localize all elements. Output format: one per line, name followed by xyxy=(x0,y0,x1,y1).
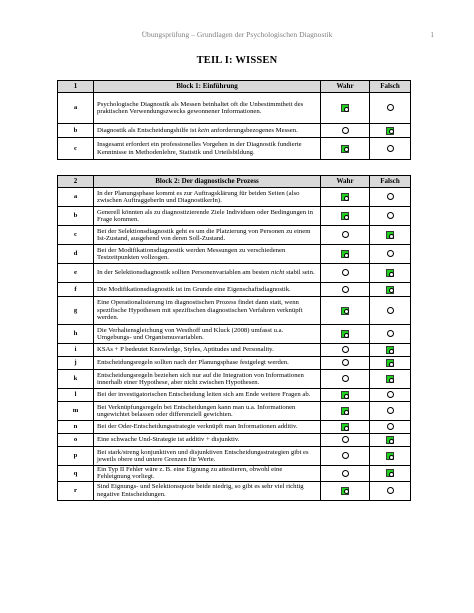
answer-cell-falsch xyxy=(370,370,411,389)
answer-cell-falsch xyxy=(370,283,411,297)
question-row xyxy=(58,188,411,207)
radio-wahr-selected[interactable] xyxy=(341,193,349,201)
statement-text-before: In der Selektionsdiagnostik sollten Personenvariablen am besten xyxy=(97,269,272,277)
answer-cell-wahr xyxy=(321,188,370,207)
answer-cell-falsch xyxy=(370,481,411,500)
question-statement: In der Planungsphase kommt es zur Auftragsklärung für beiden Seiten (also zwischen AuftraggeberIn und DiagnostikerIn). xyxy=(94,188,321,207)
block-title: Block 1: Einführung xyxy=(94,81,321,93)
question-letter: e xyxy=(58,264,94,283)
question-statement: Bei stark/streng konjunktiven und disjunktiven Entscheidungsstrategien gibt es jeweils obere und untere Grenzen für Werte. xyxy=(94,447,321,466)
radio-falsch[interactable] xyxy=(387,423,394,430)
answer-cell-falsch xyxy=(370,124,411,138)
radio-wahr-selected[interactable] xyxy=(341,487,349,495)
radio-wahr-selected[interactable] xyxy=(341,423,349,431)
statement-emphasis: kein xyxy=(198,126,210,134)
radio-wahr[interactable] xyxy=(342,470,349,477)
radio-wahr[interactable] xyxy=(342,231,349,238)
question-statement: Generell könnten als zu diagnostizierende Ziele Individuen oder Bedingungen in Frage kommen. xyxy=(94,207,321,226)
question-row xyxy=(58,389,411,402)
radio-wahr-selected[interactable] xyxy=(341,330,349,338)
question-statement xyxy=(94,124,321,138)
answer-cell-wahr xyxy=(321,283,370,297)
block-table-2 xyxy=(57,175,411,501)
question-letter: q xyxy=(58,466,94,482)
question-row xyxy=(58,447,411,466)
column-header-wahr: Wahr xyxy=(321,176,370,188)
answer-cell-wahr xyxy=(321,481,370,500)
radio-falsch-selected[interactable] xyxy=(386,359,394,367)
answer-cell-falsch xyxy=(370,402,411,421)
radio-wahr-selected[interactable] xyxy=(341,307,349,315)
block-title: Block 2: Der diagnostische Prozess xyxy=(94,176,321,188)
answer-cell-wahr xyxy=(321,434,370,447)
question-letter: i xyxy=(58,344,94,357)
answer-cell-wahr xyxy=(321,344,370,357)
radio-falsch-selected[interactable] xyxy=(386,436,394,444)
block-header-row xyxy=(58,81,411,93)
question-letter: m xyxy=(58,402,94,421)
radio-falsch[interactable] xyxy=(387,307,394,314)
answer-cell-falsch xyxy=(370,245,411,264)
radio-wahr[interactable] xyxy=(342,452,349,459)
block-number: 2 xyxy=(58,176,94,188)
question-letter: o xyxy=(58,434,94,447)
question-row xyxy=(58,325,411,344)
question-row xyxy=(58,434,411,447)
question-statement: Eine Operationalisierung im diagnostischen Prozess findet dann statt, wenn spezifische Hypothesen mit spezifischen diagnostischen Verfahren verknüpft werden. xyxy=(94,297,321,325)
question-row xyxy=(58,466,411,482)
statement-emphasis: nicht xyxy=(271,269,285,277)
answer-cell-wahr xyxy=(321,370,370,389)
radio-falsch[interactable] xyxy=(387,104,394,111)
answer-cell-falsch xyxy=(370,421,411,434)
radio-wahr[interactable] xyxy=(342,359,349,366)
radio-falsch-selected[interactable] xyxy=(386,231,394,239)
radio-falsch[interactable] xyxy=(387,330,394,337)
question-row xyxy=(58,138,411,160)
answer-cell-falsch xyxy=(370,466,411,482)
page-number: 1 xyxy=(430,30,434,39)
question-row xyxy=(58,207,411,226)
question-row xyxy=(58,481,411,500)
question-row xyxy=(58,297,411,325)
question-row xyxy=(58,124,411,138)
question-row xyxy=(58,421,411,434)
question-letter: a xyxy=(58,93,94,124)
question-letter: r xyxy=(58,481,94,500)
question-statement: Eine schwache Und-Strategie ist additiv + disjunktiv. xyxy=(94,434,321,447)
radio-falsch-selected[interactable] xyxy=(386,469,394,477)
question-statement: Die Modifikationsdiagnostik ist im Grunde eine Eigenschaftsdiagnostik. xyxy=(94,283,321,297)
answer-cell-wahr xyxy=(321,207,370,226)
answer-cell-wahr xyxy=(321,245,370,264)
answer-cell-falsch xyxy=(370,264,411,283)
radio-wahr[interactable] xyxy=(342,269,349,276)
answer-cell-wahr xyxy=(321,297,370,325)
column-header-falsch: Falsch xyxy=(370,81,411,93)
question-row xyxy=(58,370,411,389)
answer-cell-falsch xyxy=(370,226,411,245)
question-letter: h xyxy=(58,325,94,344)
answer-cell-falsch xyxy=(370,297,411,325)
radio-falsch[interactable] xyxy=(387,193,394,200)
answer-cell-falsch xyxy=(370,389,411,402)
answer-cell-wahr xyxy=(321,466,370,482)
answer-cell-wahr xyxy=(321,124,370,138)
question-statement: Bei der Selektionsdiagnostik geht es um die Platzierung von Personen zu einem Ist-Zustand, ausgehend von deren Soll-Zustand. xyxy=(94,226,321,245)
question-statement: Ein Typ II Fehler wäre z. B. eine Eignung zu attestieren, obwohl eine Fehleignung vorliegt. xyxy=(94,466,321,482)
radio-falsch[interactable] xyxy=(387,487,394,494)
question-letter: a xyxy=(58,188,94,207)
question-statement: Bei der investigatorischen Entscheidung leiten sich am Ende weitere Fragen ab. xyxy=(94,389,321,402)
radio-falsch[interactable] xyxy=(387,250,394,257)
question-statement xyxy=(94,264,321,283)
radio-falsch[interactable] xyxy=(387,407,394,414)
radio-falsch-selected[interactable] xyxy=(386,286,394,294)
answer-cell-wahr xyxy=(321,93,370,124)
answer-cell-falsch xyxy=(370,138,411,160)
radio-wahr[interactable] xyxy=(342,286,349,293)
block-number: 1 xyxy=(58,81,94,93)
question-statement: Bei der Oder-Entscheidungsstrategie verknüpft man Informationen additiv. xyxy=(94,421,321,434)
question-statement: KSAs + P bedeutet Knowledge, Styles, Aptitudes und Personality. xyxy=(94,344,321,357)
radio-falsch-selected[interactable] xyxy=(386,269,394,277)
question-statement: Psychologische Diagnostik als Messen beinhaltet oft die Unbestimmtheit des praktischen Verwendungszwecks gewonnener Informationen. xyxy=(94,93,321,124)
statement-text-after: anforderungsbezogenes Messen. xyxy=(209,126,298,134)
question-row xyxy=(58,357,411,370)
answer-cell-falsch xyxy=(370,434,411,447)
radio-falsch[interactable] xyxy=(387,145,394,152)
question-letter: d xyxy=(58,245,94,264)
question-row xyxy=(58,245,411,264)
column-header-wahr: Wahr xyxy=(321,81,370,93)
radio-wahr[interactable] xyxy=(342,346,349,353)
block-header-row xyxy=(58,176,411,188)
question-letter: c xyxy=(58,138,94,160)
question-letter: b xyxy=(58,207,94,226)
column-header-falsch: Falsch xyxy=(370,176,411,188)
question-statement: Entscheidungsregeln sollten nach der Planungsphase festgelegt werden. xyxy=(94,357,321,370)
question-letter: p xyxy=(58,447,94,466)
radio-wahr-selected[interactable] xyxy=(341,145,349,153)
question-row xyxy=(58,283,411,297)
radio-wahr-selected[interactable] xyxy=(341,391,349,399)
answer-cell-wahr xyxy=(321,325,370,344)
question-letter: c xyxy=(58,226,94,245)
answer-cell-falsch xyxy=(370,357,411,370)
radio-falsch-selected[interactable] xyxy=(386,375,394,383)
radio-wahr-selected[interactable] xyxy=(341,250,349,258)
answer-cell-falsch xyxy=(370,344,411,357)
question-letter: b xyxy=(58,124,94,138)
answer-cell-wahr xyxy=(321,226,370,245)
question-statement: Entscheidungsregeln beziehen sich nur auf die Integration von Informationen innerhalb einer Hypothese, aber nicht zwischen Hypothesen. xyxy=(94,370,321,389)
answer-cell-wahr xyxy=(321,138,370,160)
radio-wahr-selected[interactable] xyxy=(341,212,349,220)
radio-falsch[interactable] xyxy=(387,212,394,219)
answer-cell-falsch xyxy=(370,188,411,207)
answer-cell-falsch xyxy=(370,207,411,226)
question-row xyxy=(58,93,411,124)
main-title: TEIL I: WISSEN xyxy=(196,55,278,66)
question-letter: l xyxy=(58,389,94,402)
question-letter: f xyxy=(58,283,94,297)
question-letter: j xyxy=(58,357,94,370)
question-statement: Die Verhaltensgleichung von Westhoff und Kluck (2008) umfasst u.a. Umgebungs- und Organismusvariablen. xyxy=(94,325,321,344)
radio-falsch-selected[interactable] xyxy=(386,346,394,354)
radio-wahr[interactable] xyxy=(342,127,349,134)
question-statement: Bei Verknüpfungsregeln bei Entscheidungen kann man u.a. Informationen ungewichtet belassen oder differenziell gewichten. xyxy=(94,402,321,421)
radio-falsch-selected[interactable] xyxy=(386,452,394,460)
radio-falsch[interactable] xyxy=(387,391,394,398)
answer-cell-wahr xyxy=(321,389,370,402)
answer-cell-falsch xyxy=(370,325,411,344)
statement-text-after: stabil sein. xyxy=(284,269,315,277)
question-row xyxy=(58,402,411,421)
question-letter: k xyxy=(58,370,94,389)
question-statement: Insgesamt erfordert ein professionelles Vorgehen in der Diagnostik fundierte Kenntnisse in Methodenlehre, Statistik und Urteilsbildung. xyxy=(94,138,321,160)
radio-wahr-selected[interactable] xyxy=(341,104,349,112)
radio-wahr[interactable] xyxy=(342,375,349,382)
answer-cell-wahr xyxy=(321,357,370,370)
header-title: Übungsprüfung – Grundlagen der Psychologischen Diagnostik xyxy=(141,30,333,39)
answer-cell-wahr xyxy=(321,421,370,434)
answer-cell-falsch xyxy=(370,447,411,466)
question-statement: Sind Eignungs- und Selektionsquote beide niedrig, so gibt es sehr viel richtig negative Entscheidungen. xyxy=(94,481,321,500)
statement-text-before: Diagnostik als Entscheidungshilfe ist xyxy=(97,126,199,134)
answer-cell-wahr xyxy=(321,402,370,421)
page-header xyxy=(40,30,434,42)
question-letter: g xyxy=(58,297,94,325)
radio-wahr[interactable] xyxy=(342,436,349,443)
block-table-1 xyxy=(57,80,411,160)
answer-cell-wahr xyxy=(321,264,370,283)
radio-falsch-selected[interactable] xyxy=(386,127,394,135)
question-row xyxy=(58,264,411,283)
question-letter: n xyxy=(58,421,94,434)
answer-cell-falsch xyxy=(370,93,411,124)
answer-cell-wahr xyxy=(321,447,370,466)
question-row xyxy=(58,226,411,245)
radio-wahr-selected[interactable] xyxy=(341,407,349,415)
question-row xyxy=(58,344,411,357)
question-statement: Bei der Modifikationsdiagnostik werden Messungen zu verschiedenen Testzeitpunkten vollzogen. xyxy=(94,245,321,264)
